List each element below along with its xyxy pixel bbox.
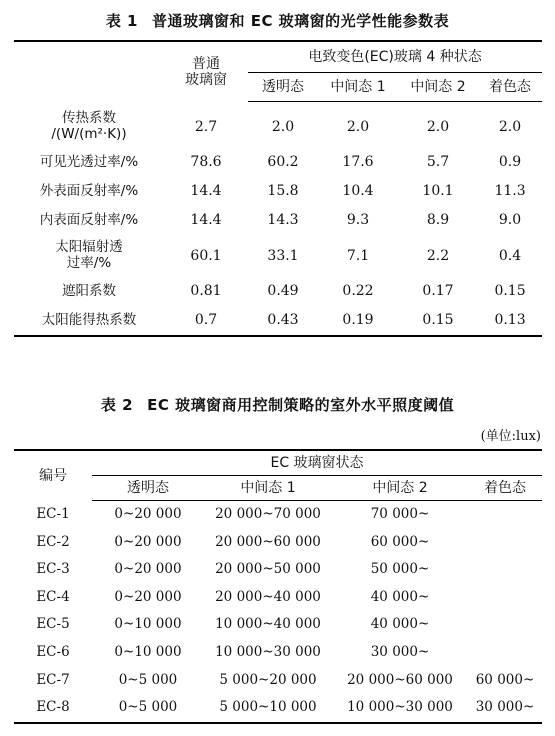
table1-row — [14, 177, 542, 206]
table1-cell: 10.1 — [422, 183, 454, 200]
table1-cell: 8.9 — [426, 212, 450, 229]
table2-cell: 0~10 000 — [114, 644, 182, 660]
table2-row-id: EC-8 — [36, 699, 70, 716]
table1-cell: 5.7 — [426, 154, 450, 171]
table2-row-id: EC-1 — [36, 505, 70, 522]
table1-header-state: 中间态 2 — [398, 73, 478, 102]
table2-cell: 0~20 000 — [114, 506, 182, 523]
table2-header-state: 中间态 1 — [204, 476, 332, 501]
table2-row — [14, 529, 542, 557]
table2-row-id: EC-6 — [36, 644, 70, 660]
row-label-line: 太阳能得热系数 — [41, 311, 137, 328]
table1-cell: 15.8 — [267, 183, 299, 200]
table2-cell: 30 000~ — [370, 644, 430, 660]
table1-cell: 2.0 — [271, 118, 295, 135]
table2-header-ec-group: EC 玻璃窗状态 — [92, 450, 542, 476]
table1-title: 普通玻璃窗和 EC 玻璃窗的光学性能参数表 — [151, 12, 450, 30]
table1-row — [14, 277, 542, 306]
table2-cell: 0~20 000 — [114, 561, 182, 578]
table2-cell: 70 000~ — [370, 506, 430, 523]
table2-cell — [468, 556, 542, 584]
table1-row-label — [14, 235, 164, 277]
table1-row-label — [14, 102, 164, 149]
table2-header-state: 中间态 2 — [332, 476, 468, 501]
table1-header-normal-glass — [164, 41, 248, 102]
table1-cell: 0.17 — [422, 283, 454, 300]
table1-cell: 0.49 — [267, 283, 299, 300]
table2-cell: 20 000~70 000 — [215, 506, 321, 523]
table1-cell: 33.1 — [267, 247, 299, 264]
table1-cell: 14.4 — [190, 212, 222, 229]
table2-cell: 0~5 000 — [118, 699, 178, 716]
table1-header-state: 透明态 — [248, 73, 318, 102]
table1-cell: 2.0 — [426, 118, 450, 135]
table2-row-id: EC-3 — [36, 561, 70, 578]
table2-header-state: 着色态 — [468, 476, 542, 501]
table2-row — [14, 639, 542, 667]
table1-row — [14, 148, 542, 177]
table1-caption — [0, 10, 555, 31]
table2-header-state: 透明态 — [92, 476, 204, 501]
table2-cell: 30 000~ — [475, 699, 535, 716]
table2-unit: (单位:lux) — [480, 429, 541, 444]
table2-cell: 60 000~ — [370, 533, 430, 550]
table1-row-label — [14, 206, 164, 235]
table2-cell: 0~20 000 — [114, 588, 182, 605]
table1-row-label — [14, 148, 164, 177]
table1-header-ec-group: 电致变色(EC)玻璃 4 种状态 — [248, 41, 542, 73]
table2-row — [14, 694, 542, 723]
table1-cell: 9.0 — [498, 212, 522, 229]
header-normal-line2: 玻璃窗 — [185, 71, 227, 88]
table1-cell: 0.43 — [267, 312, 299, 329]
table2-cell: 20 000~50 000 — [215, 561, 321, 578]
table2-cell: 60 000~ — [475, 671, 535, 688]
table2-row — [14, 556, 542, 584]
row-label-line: 可见光透过率/% — [39, 153, 139, 170]
table1-row — [14, 206, 542, 235]
table2-row — [14, 501, 542, 529]
table1-header-state: 中间态 1 — [318, 73, 398, 102]
table2-cell: 5 000~20 000 — [219, 671, 317, 688]
table1-cell: 2.0 — [498, 118, 522, 135]
table1-row-label — [14, 177, 164, 206]
table2-row — [14, 611, 542, 639]
table1-cell: 2.7 — [194, 118, 218, 135]
table1-cell: 0.7 — [194, 312, 218, 329]
row-label-line: 传热系数 — [62, 110, 116, 127]
table1-cell: 0.9 — [498, 154, 522, 171]
table2-cell: 10 000~40 000 — [215, 616, 321, 633]
table1-cell: 14.3 — [267, 212, 299, 229]
table2-cell — [468, 611, 542, 639]
table2-cell: 20 000~60 000 — [215, 533, 321, 550]
table1-cell: 7.1 — [346, 247, 370, 264]
row-label-line: /(W/(m²·K)) — [51, 125, 127, 142]
table2-cell — [468, 639, 542, 667]
table1-cell: 0.19 — [342, 312, 374, 329]
table1-cell: 2.0 — [346, 118, 370, 135]
table1-cell: 60.2 — [267, 154, 299, 171]
table1-row-label — [14, 277, 164, 306]
table2-caption — [0, 394, 555, 415]
table2-cell: 0~5 000 — [118, 671, 178, 688]
table1-row — [14, 235, 542, 277]
table1-cell: 0.13 — [494, 312, 526, 329]
table1-cell: 0.81 — [190, 283, 222, 300]
table2-cell: 10 000~30 000 — [215, 644, 321, 660]
table1-corner-cell — [14, 41, 164, 102]
table1-row — [14, 306, 542, 336]
table2 — [14, 449, 542, 724]
table2-cell: 40 000~ — [370, 588, 430, 605]
header-normal-line1: 普通 — [192, 55, 220, 72]
table1-label: 表 1 — [105, 12, 138, 30]
table2-row — [14, 584, 542, 612]
row-label-line: 过率/% — [66, 255, 112, 271]
table1-header-state: 着色态 — [478, 73, 542, 102]
table2-row — [14, 667, 542, 695]
table1-cell: 14.4 — [190, 183, 222, 200]
table1-cell: 2.2 — [426, 247, 450, 264]
table1-cell: 9.3 — [346, 212, 370, 229]
table1 — [14, 40, 542, 337]
table1-cell: 0.22 — [342, 283, 374, 300]
table2-cell: 0~20 000 — [114, 533, 182, 550]
table2-cell — [468, 529, 542, 557]
table1-cell: 11.3 — [494, 183, 526, 200]
table2-row-id: EC-7 — [36, 671, 70, 688]
table1-cell: 17.6 — [342, 154, 374, 171]
row-label-line: 太阳辐射透 — [55, 239, 123, 256]
row-label-line: 内表面反射率/% — [39, 211, 139, 228]
table2-cell: 5 000~10 000 — [219, 699, 317, 716]
table2-row-id: EC-5 — [36, 616, 70, 633]
table1-cell: 78.6 — [190, 154, 222, 171]
table2-cell: 20 000~40 000 — [215, 588, 321, 605]
table2-label: 表 2 — [100, 396, 134, 414]
table1-row — [14, 102, 542, 149]
row-label-line: 外表面反射率/% — [39, 182, 139, 199]
table1-cell: 60.1 — [190, 247, 222, 264]
table2-cell — [468, 584, 542, 612]
table1-row-label — [14, 306, 164, 336]
table1-cell: 10.4 — [342, 183, 374, 200]
row-label-line: 遮阳系数 — [62, 282, 116, 299]
table2-cell: 10 000~30 000 — [347, 699, 453, 716]
table1-cell: 0.15 — [422, 312, 454, 329]
table2-cell: 40 000~ — [370, 616, 430, 633]
table2-row-id: EC-4 — [36, 588, 70, 605]
table2-cell: 20 000~60 000 — [347, 671, 453, 688]
table2-title: EC 玻璃窗商用控制策略的室外水平照度阈值 — [147, 396, 455, 414]
table1-cell: 0.4 — [498, 247, 522, 264]
table2-cell — [468, 501, 542, 529]
table1-cell: 0.15 — [494, 283, 526, 300]
table2-cell: 0~10 000 — [114, 616, 182, 633]
table2-cell: 50 000~ — [370, 561, 430, 578]
table2-header-id: 编号 — [39, 467, 67, 484]
table2-row-id: EC-2 — [36, 533, 70, 550]
